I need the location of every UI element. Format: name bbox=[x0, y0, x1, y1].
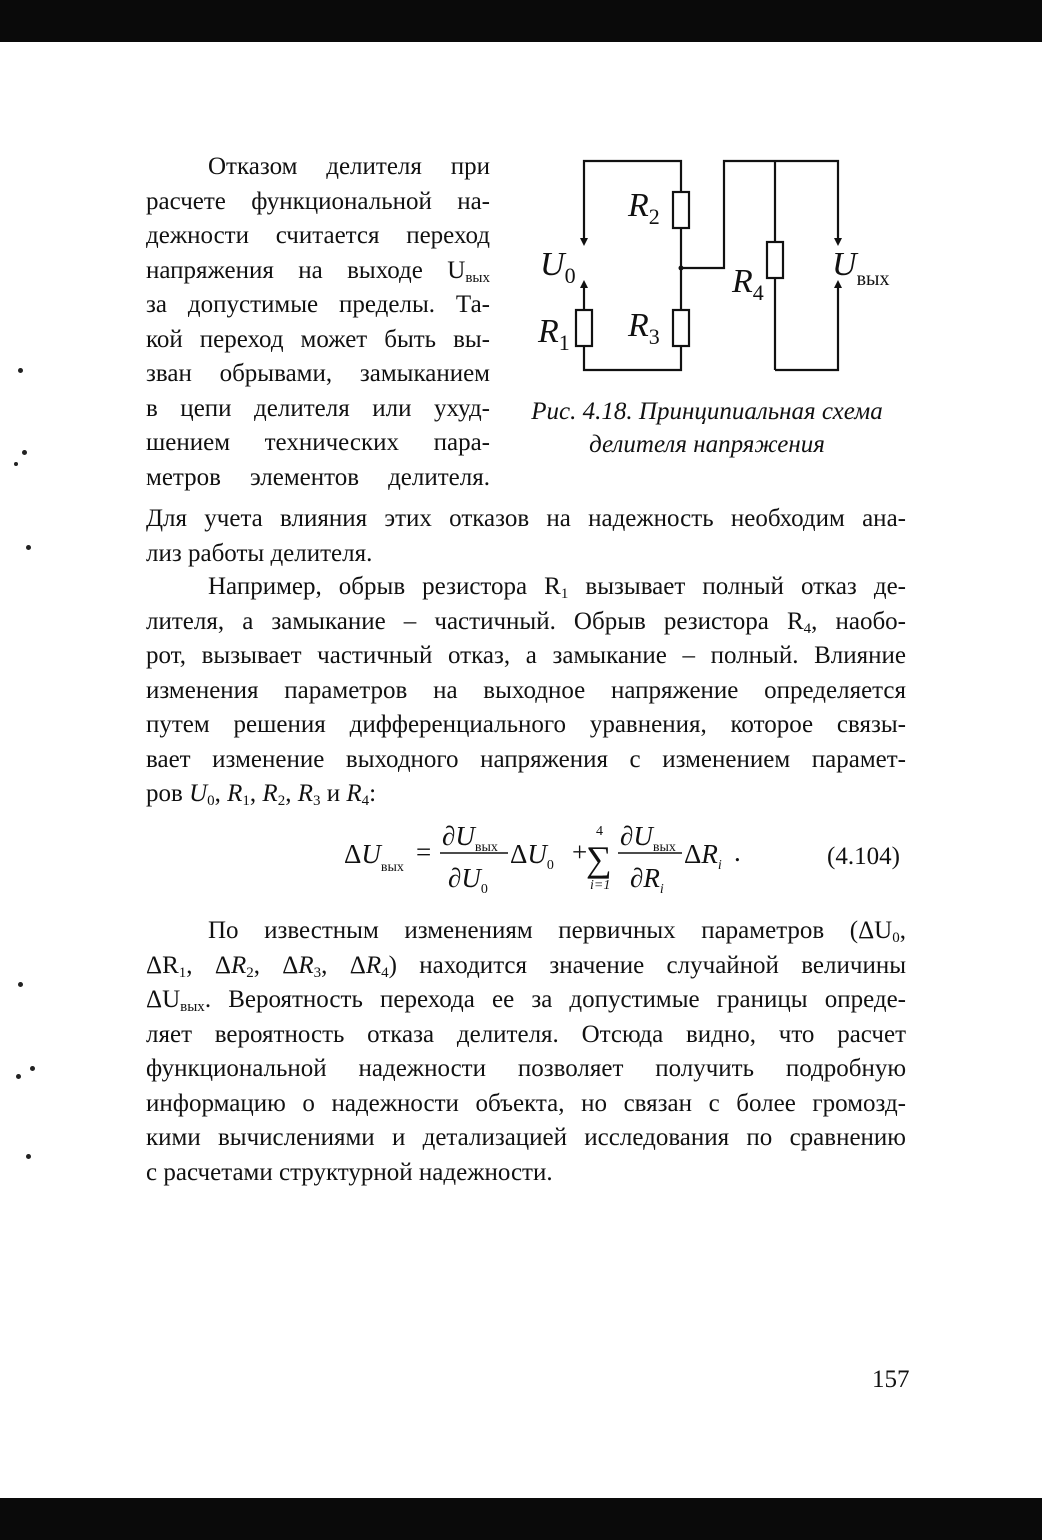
text-line: Например, обрыв резистора $R_1$ вызывает полный отказ де- bbox=[208, 573, 907, 602]
wire bbox=[584, 346, 681, 370]
arrow-tip bbox=[834, 238, 842, 246]
arrow-tip bbox=[580, 280, 588, 288]
text-line: путем решения дифференциального уравнения, которое связы- bbox=[146, 711, 906, 738]
scan-speck bbox=[14, 462, 18, 466]
text-line: $\Delta U_{вых}$. Вероятность перехода ее за допустимые границы опреде- bbox=[146, 986, 906, 1015]
equation-4-104 bbox=[330, 815, 760, 905]
text-line: зван обрывами, замыканием bbox=[146, 360, 490, 387]
formula-num-1: $\partial U_{вых}$ bbox=[442, 821, 498, 855]
text-line: с расчетами структурной надежности. bbox=[146, 1158, 553, 1186]
text-line: функциональной надежности позволяет получить подробную bbox=[146, 1055, 906, 1082]
caption-line: Рис. 4.18. Принципиальная схема bbox=[531, 398, 883, 425]
text-line: кими вычислениями и детализацией исследования по сравнению bbox=[146, 1124, 906, 1151]
label-r4: $R_4$ bbox=[732, 263, 764, 305]
text-line: лителя, а замыкание – частичный. Обрыв резистора $R_4$, наобо- bbox=[146, 607, 906, 637]
figure-caption bbox=[506, 395, 908, 461]
label-u0: $U_0$ bbox=[540, 246, 576, 288]
text-line: По известным изменениям первичных параметров ($\Delta U_0$, bbox=[208, 917, 906, 946]
paragraph-example bbox=[146, 570, 906, 812]
text-line: Отказом делителя при bbox=[208, 153, 490, 180]
voltage-divider-circuit bbox=[520, 150, 910, 390]
text-line: метров элементов делителя. bbox=[146, 463, 490, 491]
text-line: рот, вызывает частичный отказ, а замыкание – полный. Влияние bbox=[146, 642, 906, 669]
junction-dot bbox=[679, 266, 684, 271]
top-scan-border bbox=[0, 0, 1042, 42]
text-line: $\Delta R_1$, $\Delta R_2$, $\Delta R_3$, $\Delta R_4$) находится значение случайной величины bbox=[146, 951, 907, 981]
label-r3: $R_3$ bbox=[628, 307, 660, 349]
text-line: расчете функциональной на- bbox=[146, 187, 490, 215]
text-line: ляет вероятность отказа делителя. Отсюда видно, что расчет bbox=[146, 1020, 906, 1048]
sum-bottom: i=1 bbox=[590, 878, 611, 893]
text-line: вает изменение выходного напряжения с изменением парамет- bbox=[146, 745, 906, 773]
formula-den-1: $\partial U_0$ bbox=[448, 863, 488, 897]
formula-equals: = bbox=[416, 837, 432, 867]
caption-line: делителя напряжения bbox=[589, 431, 825, 458]
formula-plus: + bbox=[572, 837, 588, 867]
text-line: Для учета влияния этих отказов на надежность необходим ана- bbox=[146, 505, 906, 532]
resistor-r2 bbox=[673, 192, 689, 228]
paragraph-conclusion bbox=[146, 914, 906, 1190]
sum-top: 4 bbox=[596, 824, 603, 839]
scan-speck bbox=[26, 545, 31, 550]
text-line: лиз работы делителя. bbox=[146, 539, 373, 567]
formula-den-2: $\partial R_i$ bbox=[630, 863, 664, 897]
text-line: информацию о надежности объекта, но связан с более громозд- bbox=[146, 1089, 906, 1117]
text-line: изменения параметров на выходное напряжение определяется bbox=[146, 676, 906, 704]
formula-lhs: $\Delta U_{вых}$ bbox=[344, 839, 404, 875]
scan-speck bbox=[18, 368, 23, 373]
scan-speck bbox=[18, 982, 23, 987]
label-r2: $R_2$ bbox=[628, 187, 660, 229]
formula-num-2: $\partial U_{вых}$ bbox=[620, 821, 676, 855]
scan-speck bbox=[22, 450, 27, 455]
text-line: напряжения на выходе $U_{вых}$ bbox=[146, 256, 490, 286]
paragraph-analysis bbox=[146, 502, 906, 571]
text-line: в цепи делителя или ухуд- bbox=[146, 394, 490, 422]
text-line: кой переход может быть вы- bbox=[146, 325, 490, 353]
formula-dot: . bbox=[734, 837, 741, 867]
arrow-tip bbox=[580, 238, 588, 246]
page-number: 157 bbox=[872, 1366, 910, 1393]
scan-speck bbox=[16, 1074, 21, 1079]
text-line: ров $U_0$, $R_1$, $R_2$, $R_3$ и $R_4$: bbox=[146, 780, 377, 809]
wire bbox=[775, 286, 838, 370]
resistor-r3 bbox=[673, 310, 689, 346]
sum-sigma: ∑ bbox=[586, 839, 612, 879]
scan-speck bbox=[30, 1066, 35, 1071]
text-line: дежности считается переход bbox=[146, 222, 490, 249]
text-line: за допустимые пределы. Та- bbox=[146, 291, 490, 318]
wire bbox=[681, 161, 838, 268]
label-r1: $R_1$ bbox=[538, 313, 570, 355]
resistor-r1 bbox=[576, 310, 592, 346]
scan-speck bbox=[26, 1154, 31, 1159]
bottom-scan-border bbox=[0, 1498, 1042, 1540]
equation-number: (4.104) bbox=[827, 843, 900, 870]
formula-du0: $\Delta U_0$ bbox=[510, 839, 554, 873]
resistor-r4 bbox=[767, 242, 783, 278]
formula-dri: $\Delta R_i$ bbox=[684, 839, 722, 873]
label-uout: $U_{вых}$ bbox=[832, 246, 890, 290]
paragraph-intro bbox=[146, 150, 490, 495]
text-line: шением технических пара- bbox=[146, 429, 490, 456]
